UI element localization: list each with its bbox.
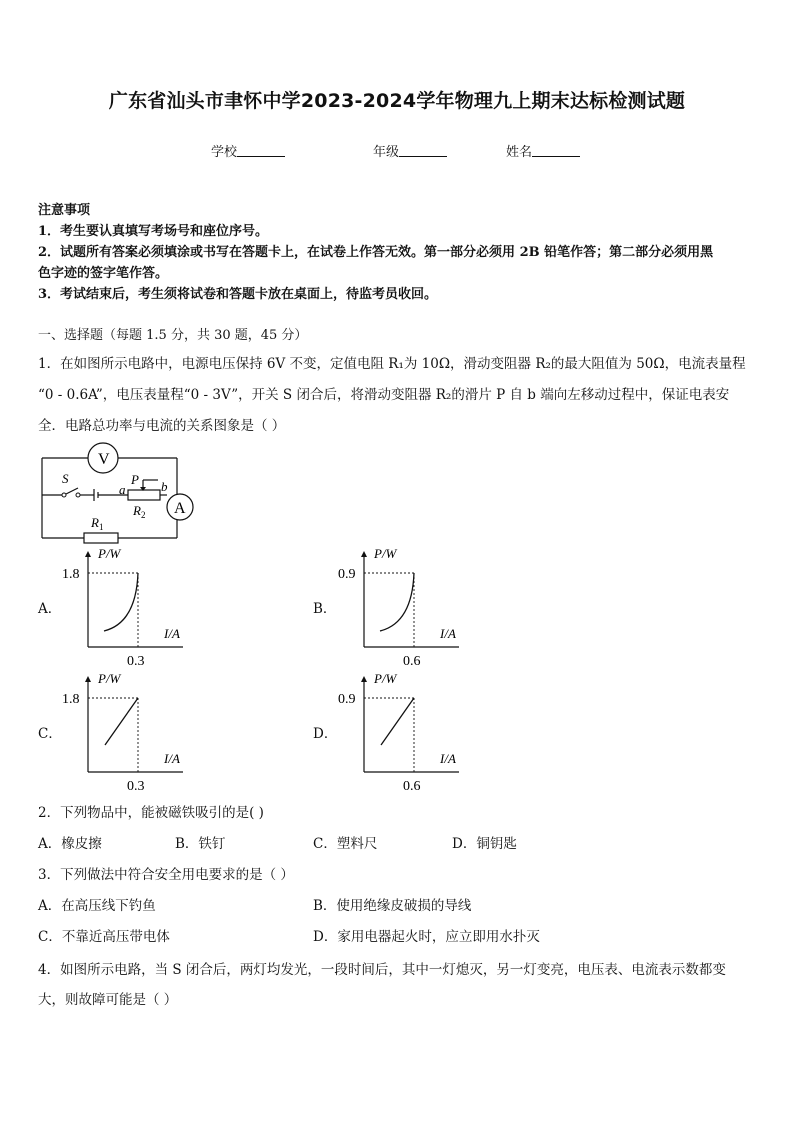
q4-line1: 4．如图所示电路，当 S 闭合后，两灯均发光，一段时间后，其中一灯熄灭，另一灯变亮，电压表、电流表示数都变 [38,962,726,978]
notice-heading: 注意事项 [38,203,91,218]
q3-option-c[interactable]: C．不靠近高压带电体 [38,929,170,945]
q2-stem: 2．下列物品中，能被磁铁吸引的是( ) [38,805,264,821]
notice-item-2: 2．试题所有答案必须填涂或书写在答题卡上，在试卷上作答无效。第一部分必须用 2B 铅笔作答；第二部分必须用黑 [38,245,714,260]
x-axis-label: I/A [164,751,180,766]
q3-option-a[interactable]: A．在高压线下钓鱼 [38,898,156,914]
q1-option-a-graph[interactable] [58,545,198,669]
y-axis-label: P/W [374,671,397,686]
q1-circuit-diagram [30,440,200,544]
q2-option-c[interactable]: C．塑料尺 [313,836,378,852]
power-current-line [105,698,138,745]
y-max-tick: 1.8 [62,567,80,582]
q1-option-d-label[interactable]: D． [313,726,338,742]
y-axis-arrow [85,676,91,682]
ammeter-label: A [174,500,186,517]
x-axis-label: I/A [440,751,456,766]
q1-option-b-label[interactable]: B． [313,601,337,617]
y-axis-arrow [85,551,91,557]
q1-option-c-graph[interactable] [58,670,198,794]
power-current-line [381,698,414,745]
x-max-tick: 0.3 [127,779,145,794]
q1-option-b-graph[interactable] [334,545,474,669]
grade-field[interactable] [373,141,447,160]
y-axis-label: P/W [98,671,121,686]
q3-stem: 3．下列做法中符合安全用电要求的是（ ） [38,867,294,883]
power-current-curve [104,573,138,631]
y-axis-arrow [361,551,367,557]
school-field[interactable] [211,141,285,160]
r2-label: $R_2$ [133,503,146,520]
y-max-tick: 0.9 [338,692,356,707]
q3-option-b[interactable]: B．使用绝缘皮破损的导线 [313,898,472,914]
name-field[interactable] [506,141,580,160]
notice-item-3: 3．考试结束后，考生须将试卷和答题卡放在桌面上，待监考员收回。 [38,287,438,302]
notice-item-2-cont: 色字迹的签字笔作答。 [38,266,169,281]
q1-option-d-graph[interactable] [334,670,474,794]
name-label: 姓名 [506,145,533,160]
x-max-tick: 0.6 [403,779,421,794]
r1-label: $R_1$ [91,515,104,532]
q2-option-b[interactable]: B．铁钉 [175,836,226,852]
q2-option-d[interactable]: D．铜钥匙 [452,836,517,852]
section-heading: 一、选择题（每题 1.5 分，共 30 题，45 分） [38,328,308,343]
x-max-tick: 0.3 [127,654,145,669]
y-axis-arrow [361,676,367,682]
q1-option-a-label[interactable]: A． [38,601,62,617]
x-axis-label: I/A [164,626,180,641]
grade-blank[interactable] [399,144,447,157]
voltmeter-label: V [98,451,110,468]
x-max-tick: 0.6 [403,654,421,669]
power-current-curve [380,573,414,631]
grade-label: 年级 [373,145,400,160]
y-max-tick: 1.8 [62,692,80,707]
q3-option-d[interactable]: D．家用电器起火时，应立即用水扑灭 [313,929,540,945]
switch-label: S [62,471,69,486]
notice-item-1: 1．考生要认真填写考场号和座位序号。 [38,224,269,239]
y-max-tick: 0.9 [338,567,356,582]
terminal-b-label: b [161,479,168,494]
terminal-a-label: a [119,482,126,497]
x-axis-label: I/A [440,626,456,641]
q2-option-a[interactable]: A．橡皮擦 [38,836,102,852]
q1-line1: 1．在如图所示电路中，电源电压保持 6V 不变，定值电阻 R₁为 10Ω，滑动变阻器 R₂的最大阻值为 50Ω，电流表量程 [38,356,746,372]
q1-line3: 全．电路总功率与电流的关系图象是（ ） [38,418,286,434]
school-label: 学校 [211,145,238,160]
q1-option-c-label[interactable]: C． [38,726,62,742]
q4-line2: 大，则故障可能是（ ） [38,992,178,1008]
y-axis-label: P/W [374,546,397,561]
y-axis-label: P/W [98,546,121,561]
school-blank[interactable] [237,144,285,157]
name-blank[interactable] [532,144,580,157]
page-title: 广东省汕头市聿怀中学2023-2024学年物理九上期末达标检测试题 [108,90,686,112]
q1-line2: “0 - 0.6A”，电压表量程“0 - 3V”，开关 S 闭合后，将滑动变阻器 R₂的滑片 P 自 b 端向左移动过程中，保证电表安 [38,387,730,403]
slider-p-label: P [131,472,139,487]
